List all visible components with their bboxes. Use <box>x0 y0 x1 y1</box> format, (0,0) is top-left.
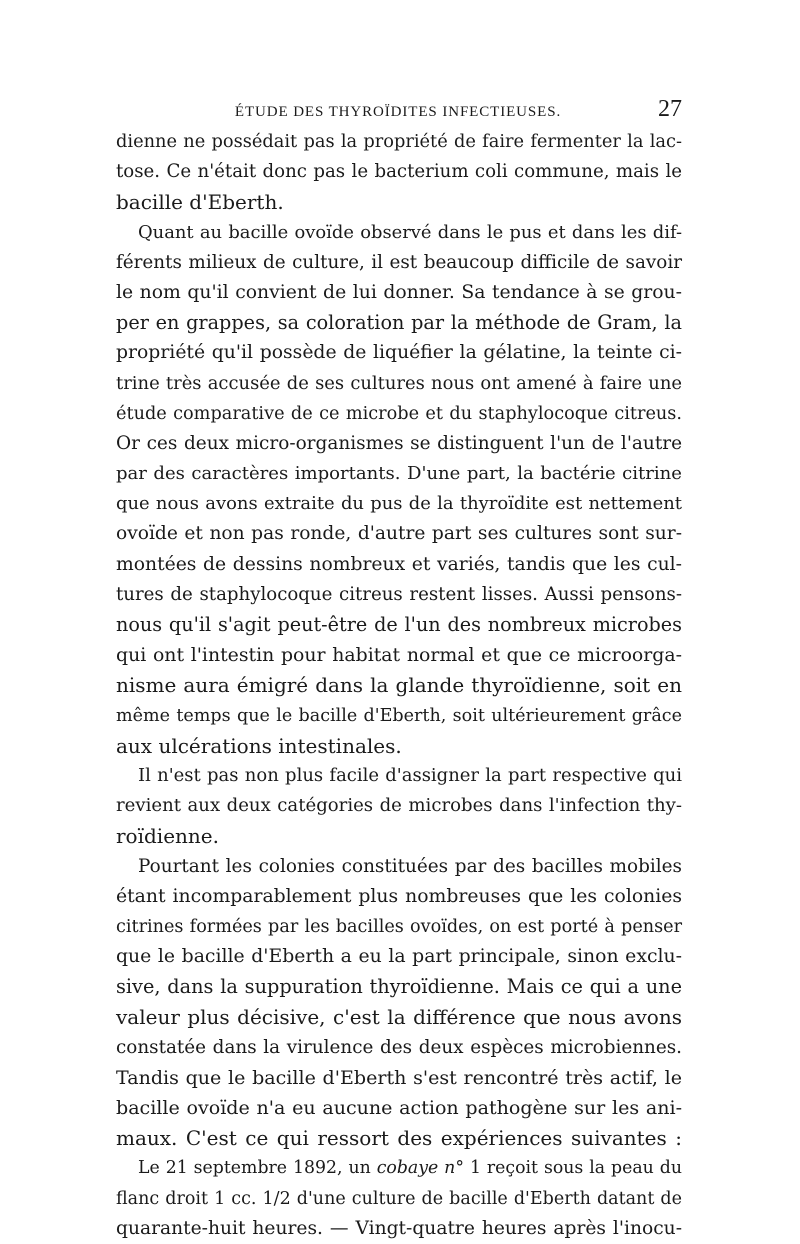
text-line: bacille d'Eberth. <box>116 190 284 215</box>
text-line: quarante-huit heures. — Vingt-quatre heures après l'inocu- <box>116 1217 682 1239</box>
text-line: Tandis que le bacille d'Eberth s'est rencontré très actif, le <box>116 1066 682 1089</box>
text-line: trine très accusée de ses cultures nous ont amené à faire une <box>116 372 682 394</box>
text-line <box>116 1153 682 1183</box>
text-line: dienne ne possédait pas la propriété de faire fermenter la lac- <box>116 131 682 152</box>
text-line: que nous avons extraite du pus de la thyroïdite est nettement <box>116 493 682 515</box>
text-line: maux. C'est ce qui ressort des expériences suivantes : <box>116 1126 682 1151</box>
text-line: sive, dans la suppuration thyroïdienne. Mais ce qui a une <box>116 975 682 999</box>
text-line: valeur plus décisive, c'est la différence que nous avons <box>116 1005 682 1030</box>
text-line: montées de dessins nombreux et variés, tandis que les cul- <box>116 553 682 575</box>
page-number: 27 <box>658 96 682 122</box>
text-line: ovoïde et non pas ronde, d'autre part ses cultures sont sur- <box>116 523 682 545</box>
text-line: que le bacille d'Eberth a eu la part principale, sinon exclu- <box>116 946 682 968</box>
running-title: ÉTUDE DES THYROÏDITES INFECTIEUSES. <box>234 104 562 120</box>
text-line: Pourtant les colonies constituées par des bacilles mobiles <box>138 855 682 877</box>
text-line: flanc droit 1 cc. 1/2 d'une culture de bacille d'Eberth datant de <box>116 1188 682 1209</box>
text-line: étant incomparablement plus nombreuses que les colonies <box>116 885 682 907</box>
text-fragment: 1 reçoit sous la peau du <box>469 1158 682 1179</box>
text-line: qui ont l'intestin pour habitat normal et que ce microorga- <box>116 644 682 667</box>
text-line: constatée dans la virulence des deux espèces microbiennes. <box>116 1036 682 1058</box>
text-line: tose. Ce n'était donc pas le bacterium coli commune, mais le <box>116 161 682 183</box>
text-line: roïdienne. <box>116 824 219 849</box>
text-line: Il n'est pas non plus facile d'assigner la part respective qui <box>138 764 682 786</box>
text-line: même temps que le bacille d'Eberth, soit ultérieurement grâce <box>116 705 682 726</box>
text-line: tures de staphylocoque citreus restent lisses. Aussi pensons- <box>116 583 682 605</box>
text-line: Or ces deux micro-organismes se distinguent l'un de l'autre <box>116 432 682 454</box>
text-line: nisme aura émigré dans la glande thyroïdienne, soit en <box>116 673 682 698</box>
text-line: nous qu'il s'agit peut-être de l'un des nombreux microbes <box>116 613 682 636</box>
text-line: per en grappes, sa coloration par la méthode de Gram, la <box>116 311 682 335</box>
text-line: le nom qu'il convient de lui donner. Sa tendance à se grou- <box>116 281 682 303</box>
text-fragment: Le 21 septembre 1892, un <box>138 1158 371 1179</box>
text-line: bacille ovoïde n'a eu aucune action pathogène sur les ani- <box>116 1097 682 1119</box>
text-line: par des caractères importants. D'une part, la bactérie citrine <box>116 463 682 485</box>
text-line: revient aux deux catégories de microbes dans l'infection thy- <box>116 795 682 817</box>
text-line: étude comparative de ce microbe et du staphylocoque citreus. <box>116 403 682 424</box>
body-text <box>116 127 682 1244</box>
italic-term: cobaye n° <box>376 1158 464 1179</box>
text-line: aux ulcérations intestinales. <box>116 733 402 758</box>
running-head <box>118 96 682 126</box>
text-line: férents milieux de culture, il est beaucoup difficile de savoir <box>116 251 682 273</box>
text-line: citrines formées par les bacilles ovoïdes, on est porté à penser <box>116 916 682 937</box>
text-line: Quant au bacille ovoïde observé dans le pus et dans les dif- <box>138 221 682 243</box>
text-line: propriété qu'il possède de liquéfier la gélatine, la teinte ci- <box>116 342 682 364</box>
